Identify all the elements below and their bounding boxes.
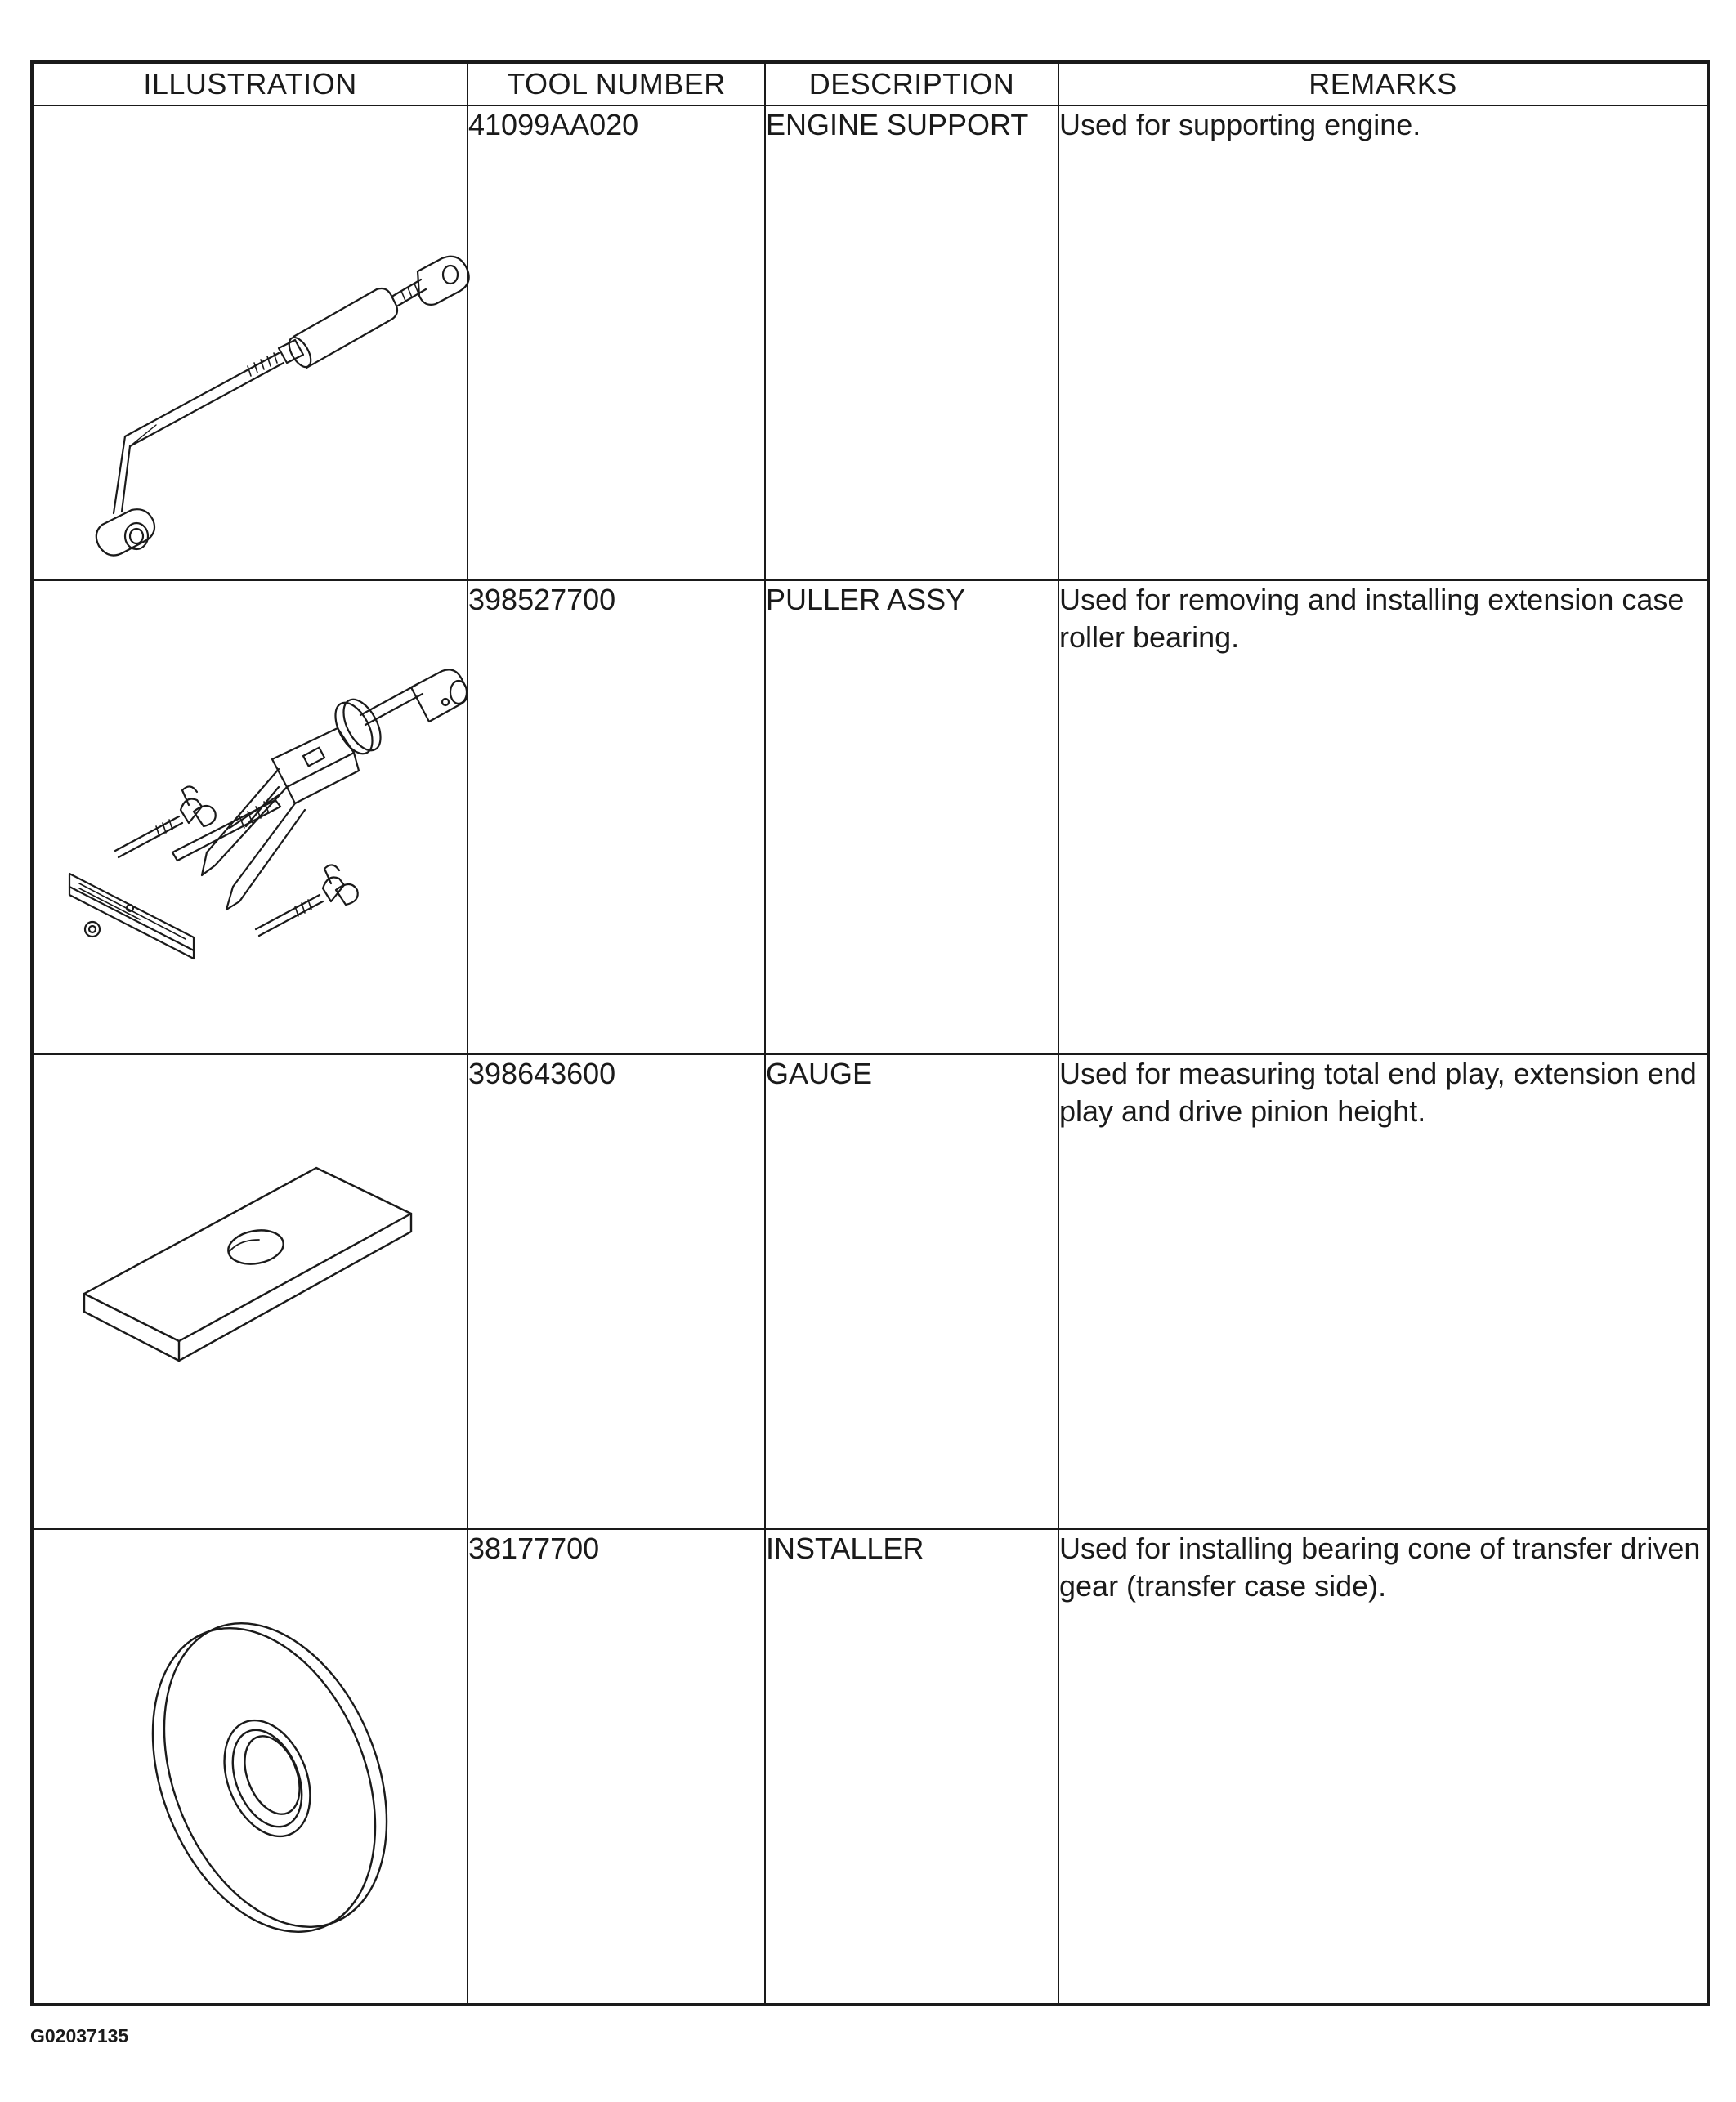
header-tool-number: TOOL NUMBER — [468, 62, 765, 105]
header-remarks: REMARKS — [1058, 62, 1708, 105]
tool-number-cell: 38177700 — [468, 1529, 765, 2005]
tool-number-cell: 41099AA020 — [468, 105, 765, 580]
puller-assy-icon — [34, 581, 472, 1050]
remarks-cell: Used for measuring total end play, extension end play and drive pinion height. — [1058, 1054, 1708, 1529]
tool-number-cell: 398527700 — [468, 580, 765, 1055]
table-row — [32, 105, 1708, 580]
header-illustration: ILLUSTRATION — [32, 62, 468, 105]
description-cell: GAUGE — [765, 1054, 1058, 1529]
header-description: DESCRIPTION — [765, 62, 1058, 105]
description-cell: INSTALLER — [765, 1529, 1058, 2005]
table-row — [32, 580, 1708, 1055]
illustration-cell — [32, 1054, 468, 1529]
description-cell: PULLER ASSY — [765, 580, 1058, 1055]
gauge-icon — [34, 1055, 472, 1524]
remarks-cell: Used for removing and installing extension case roller bearing. — [1058, 580, 1708, 1055]
illustration-cell — [32, 105, 468, 580]
tool-number-cell: 398643600 — [468, 1054, 765, 1529]
special-tools-table — [30, 60, 1710, 2006]
installer-icon — [34, 1530, 472, 1999]
illustration-cell — [32, 1529, 468, 2005]
description-cell: ENGINE SUPPORT — [765, 105, 1058, 580]
header-row — [32, 62, 1708, 105]
remarks-cell: Used for supporting engine. — [1058, 105, 1708, 580]
table-row — [32, 1054, 1708, 1529]
illustration-cell — [32, 580, 468, 1055]
engine-support-icon — [34, 106, 472, 575]
figure-id: G02037135 — [30, 2025, 129, 2046]
remarks-cell: Used for installing bearing cone of transfer driven gear (transfer case side). — [1058, 1529, 1708, 2005]
table-row — [32, 1529, 1708, 2005]
